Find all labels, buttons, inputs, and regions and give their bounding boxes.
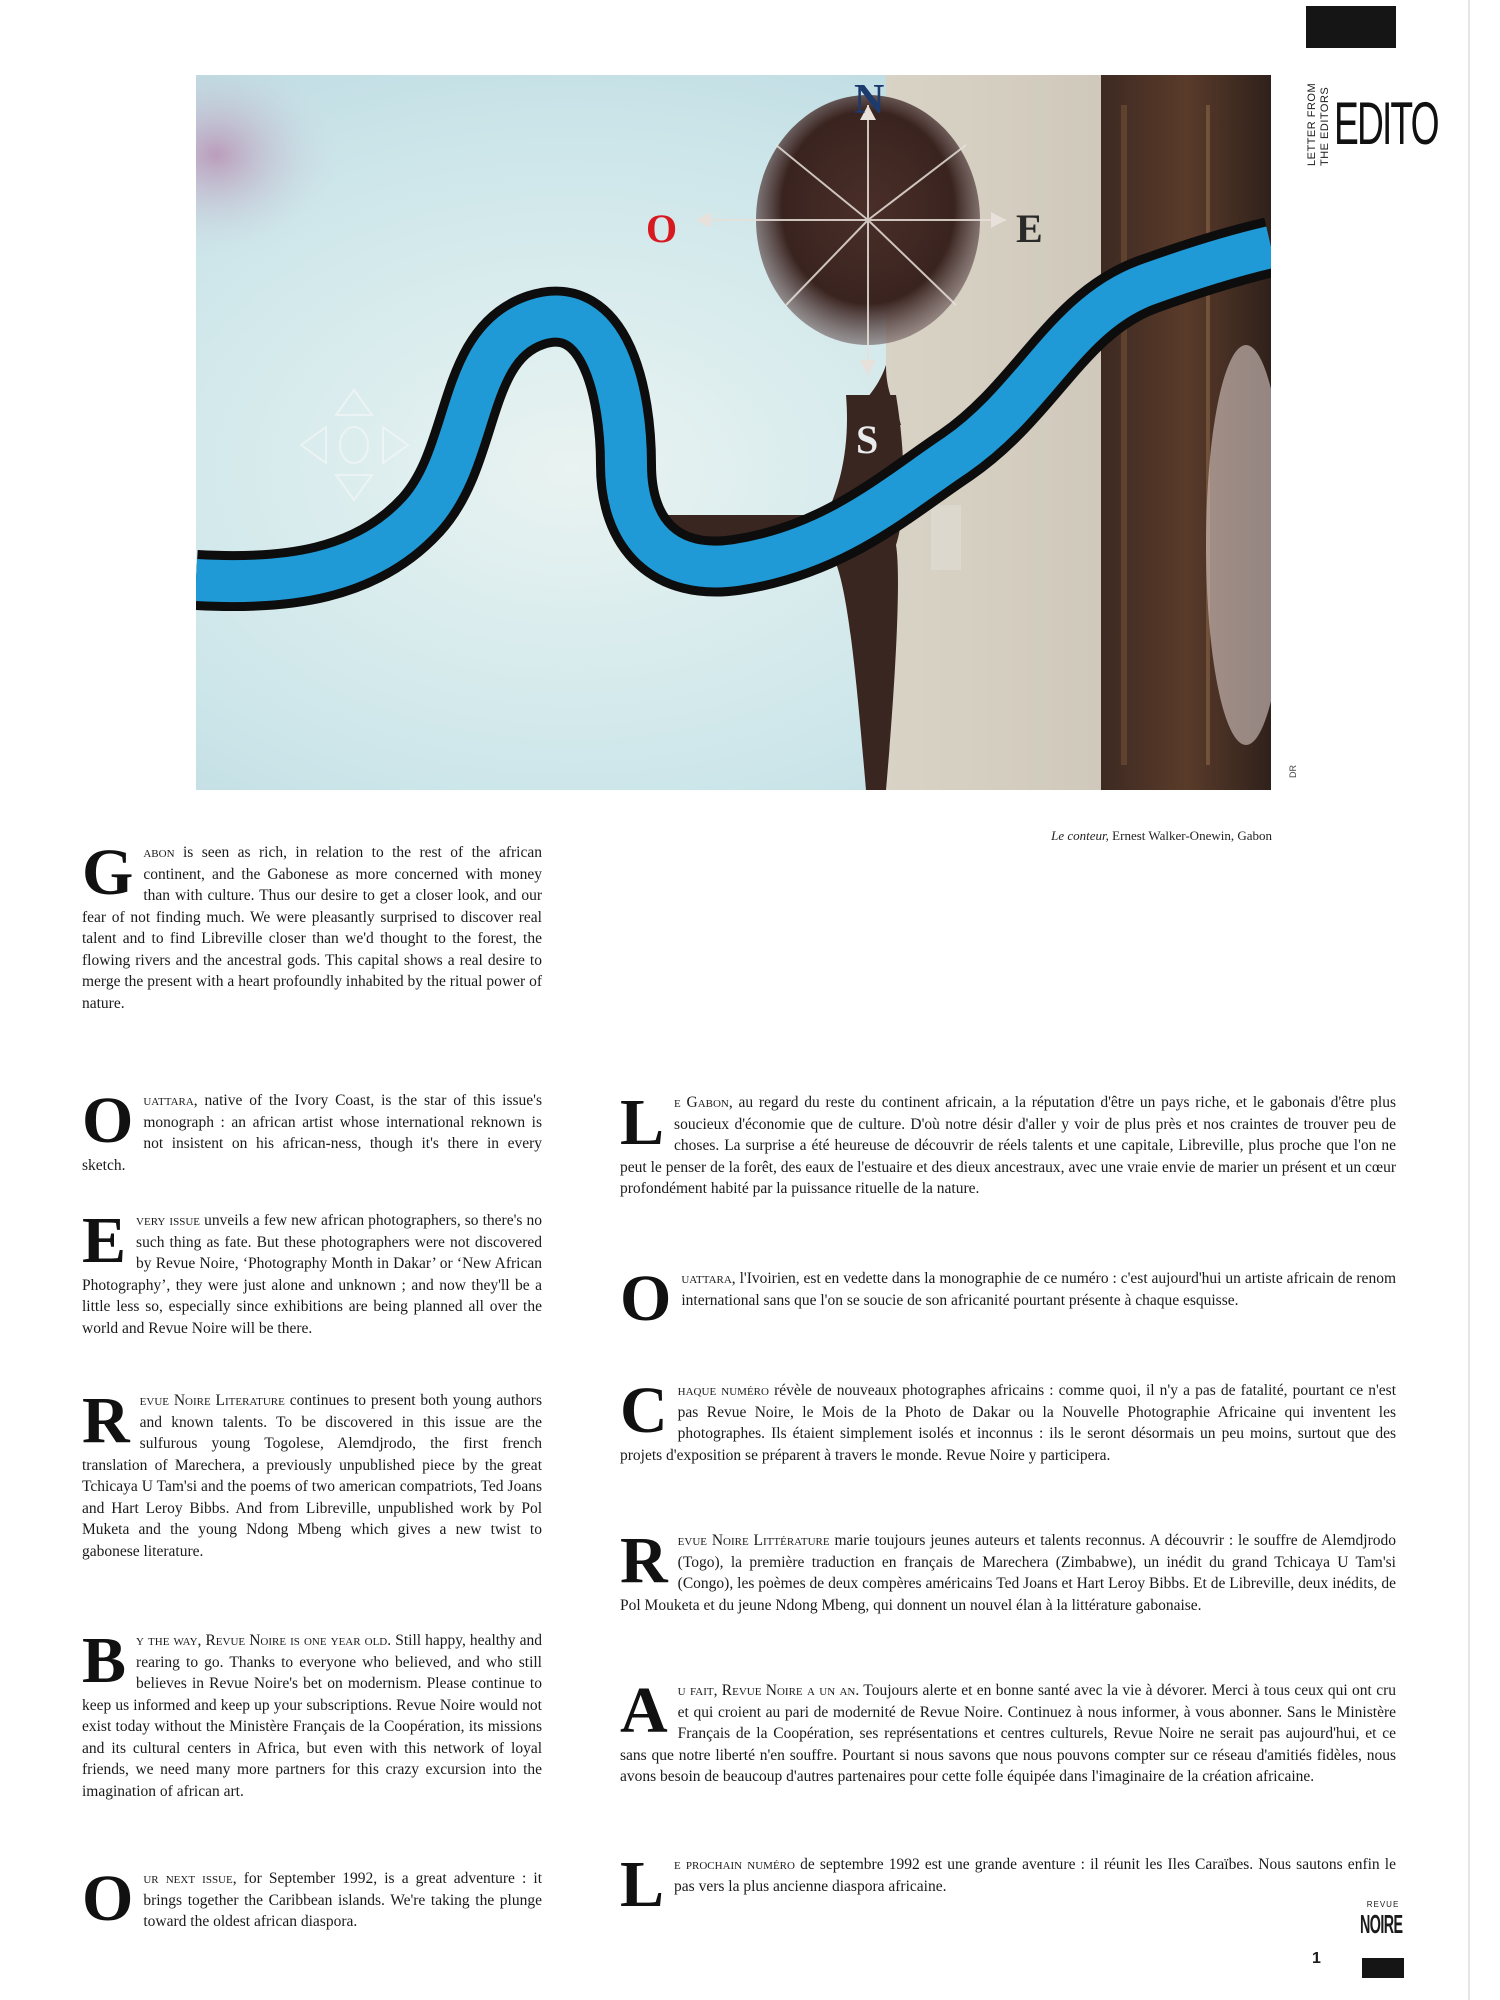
paragraph-text: is seen as rich, in relation to the rest of the african continent, and the Gabonese as more concerned with money than with culture. Thus our desire to get a closer look, and our fear of not finding much. We were pleasantly surprised to discover real talent and to find Libreville closer than we'd thought to the forest, the flowing rivers and the ancestral gods. This capital shows a real desire to merge the present with a heart profoundly inhabited by the ritual power of nature.	[82, 844, 542, 1012]
paragraph-text: marie toujours jeunes auteurs et talents reconnus. A découvrir : le souffre de Alemdjrodo (Togo), la première traduction en français de Marechera (Zimbabwe), un inédit du grand Tchicaya U Tam'si (Congo), les poèmes de deux compères américains Ted Joans et Hart Leroy Bibbs. Et de Libreville, deux inédits, de Pol Mouketa et du jeune Ndong Mbeng, qui donnent un nouvel élan à la littérature gabonaise.	[620, 1532, 1396, 1614]
drop-cap: L	[620, 1848, 665, 1921]
painting-illustration	[196, 75, 1271, 790]
paragraph-text: révèle de nouveaux photographes africains : comme quoi, il n'y a pas de fatalité, pourtant ce n'est pas Revue Noire, le Mois de la Photo de Dakar ou la Nouvelle Photographie Africaine qui inventent les photographes. Ils étaient simplement isolés et inconnus : ils le seront désormais un peu moins, surtout que des projets d'exposition se préparent à travers le monde. Revue Noire y participera.	[620, 1382, 1396, 1464]
lead-in: very issue	[136, 1212, 200, 1229]
revue-noire-logo	[1360, 1900, 1406, 1980]
paragraph-text: unveils a few new african photographers, so there's no such thing as fate. But these photographers were not discovered by Revue Noire, ‘Photography Month in Dakar’ or ‘New African Photography’, they were just alone and unknown ; and now they'll be a little less so, especially since exhibitions are being planned all over the world and Revue Noire will be there.	[82, 1212, 542, 1337]
paragraph-text: , native of the Ivory Coast, is the star of this issue's monograph : an african artist whose international reknown is not insistent on his african-ness, though it's there in every sketch.	[82, 1092, 542, 1174]
compass-west: O	[646, 206, 678, 251]
paragraph-text: Still happy, healthy and rearing to go. Thanks to everyone who believed, and who still believes in Revue Noire's bet on modernism. Please continue to keep us informed and keep up your subscriptions. Revue Noire would not exist today without the Ministère Français de la Coopération, its missions and its cultural centers in Africa, but even with this network of loyal friends, we need many more partners for this crazy excursion into the imagination of african art.	[82, 1632, 542, 1800]
compass-north: N	[854, 77, 885, 123]
caption-rest: Ernest Walker-Onewin, Gabon	[1108, 828, 1272, 843]
drop-cap: A	[620, 1674, 668, 1747]
lead-in: y the way, Revue Noire is one year old.	[136, 1632, 392, 1649]
photo-caption	[1051, 828, 1272, 844]
page-number: 1	[1312, 1950, 1321, 1967]
fr-paragraph-gabon	[620, 1086, 1396, 1200]
lead-in: haque numéro	[677, 1382, 769, 1399]
compass-south: S	[856, 417, 879, 462]
paragraph-text: de septembre 1992 est une grande aventure : il réunit les Iles Caraïbes. Nous sautons enfin le pas vers la plus ancienne diaspora africaine.	[674, 1856, 1396, 1895]
section-small-line1: LETTER FROM	[1306, 82, 1318, 166]
section-small-line2: THE EDITORS	[1319, 86, 1331, 166]
drop-cap: O	[82, 1862, 134, 1935]
drop-cap: G	[82, 836, 134, 909]
section-small-label	[1304, 80, 1338, 168]
paragraph-text: , l'Ivoirien, est en vedette dans la monographie de ce numéro : c'est aujourd'hui un artiste africain de renom international sans que l'on se soucie de son africanité pourtant présente à chaque esquisse.	[681, 1270, 1396, 1309]
paragraph-text: Toujours alerte et en bonne santé avec la vie à dévorer. Merci à tous ceux qui ont cru et qui croient au pari de modernité de Revue Noire. Continuez à nous informer, à vous abonner. Sans le Ministère Français de la Coopération, ses représentations et centres culturels, Revue Noire ne serait pas aujourd'hui, et ce sans que notre liberté n'en souffre. Pourtant si nous savons que nous pouvons compter sur ce réseau d'amitiés fidèles, nous avons besoin de beaucoup d'autres partenaires pour cette folle équipée dans l'imaginaire de la création africaine.	[620, 1682, 1396, 1785]
en-paragraph-next-issue	[82, 1862, 542, 1935]
cover-painting	[196, 75, 1271, 790]
drop-cap: O	[620, 1262, 672, 1335]
lead-in: u fait, Revue Noire a un an.	[677, 1682, 860, 1699]
section-label	[1304, 80, 1438, 168]
lead-in: uattara	[143, 1092, 194, 1109]
paragraph-text: , for September 1992, is a great adventure : it brings together the Caribbean islands. We're taking the plunge toward the oldest african diaspora.	[143, 1870, 542, 1930]
drop-cap: R	[82, 1384, 130, 1457]
fr-paragraph-prochain	[620, 1848, 1396, 1921]
logo-top-text: REVUE	[1366, 1900, 1400, 1909]
drop-cap: O	[82, 1084, 134, 1157]
fr-paragraph-anniversaire	[620, 1674, 1396, 1788]
drop-cap: B	[82, 1624, 127, 1697]
lead-in: abon	[143, 844, 175, 861]
paragraph-text: continues to present both young authors and known talents. To be discovered in this issue are the sulfurous young Togolese, Alemdjrodo, the first french translation of Marechera, a previously unpublished piece by the great Tchicaya U Tam'si and the poems of two american compatriots, Ted Joans and Hart Leroy Bibbs. And from Libreville, unpublished work by Pol Muketa and the young Ndong Mbeng which gives a new twist to gabonese literature.	[82, 1392, 542, 1560]
drop-cap: R	[620, 1524, 668, 1597]
en-paragraph-literature	[82, 1384, 542, 1562]
fr-paragraph-ouattara	[620, 1262, 1396, 1335]
drop-cap: C	[620, 1374, 668, 1447]
section-title: EDITO	[1334, 90, 1438, 157]
page-edge	[1468, 0, 1470, 2000]
en-paragraph-photographers	[82, 1204, 542, 1339]
en-paragraph-ouattara	[82, 1084, 542, 1176]
lead-in: ur next issue	[143, 1870, 233, 1887]
en-paragraph-gabon	[82, 836, 542, 1014]
logo-main-text: NOIRE	[1360, 1909, 1403, 1939]
paragraph-text: , au regard du reste du continent africain, a la réputation d'être un pays riche, et le gabonais d'être plus soucieux d'économie que de culture. D'où notre désir d'aller y voir de plus près et nos craintes de trouver peu de choses. La surprise a été heureuse de découvrir de réels talents et une capitale, Libreville, plus proche que l'on ne peut le penser de la forêt, des eaux de l'estuaire et des dieux ancestraux, avec une vraie envie de marier un présent et un cœur profondément habité par la puissance rituelle de la nature.	[620, 1094, 1396, 1197]
lead-in: e Gabon	[674, 1094, 729, 1111]
header-black-bar	[1306, 6, 1396, 48]
en-paragraph-anniversary	[82, 1624, 542, 1802]
caption-title: Le conteur,	[1051, 828, 1109, 843]
drop-cap: L	[620, 1086, 665, 1159]
lead-in: uattara	[681, 1270, 732, 1287]
fr-paragraph-litterature	[620, 1524, 1396, 1616]
lead-in: e prochain numéro	[674, 1856, 795, 1873]
photo-credit: DR	[1288, 765, 1298, 778]
lead-in: evue Noire Literature	[139, 1392, 285, 1409]
lead-in: evue Noire Littérature	[677, 1532, 830, 1549]
fr-paragraph-photographes	[620, 1374, 1396, 1466]
drop-cap: E	[82, 1204, 127, 1277]
logo-black-bar	[1362, 1958, 1404, 1978]
compass-east: E	[1016, 206, 1043, 251]
